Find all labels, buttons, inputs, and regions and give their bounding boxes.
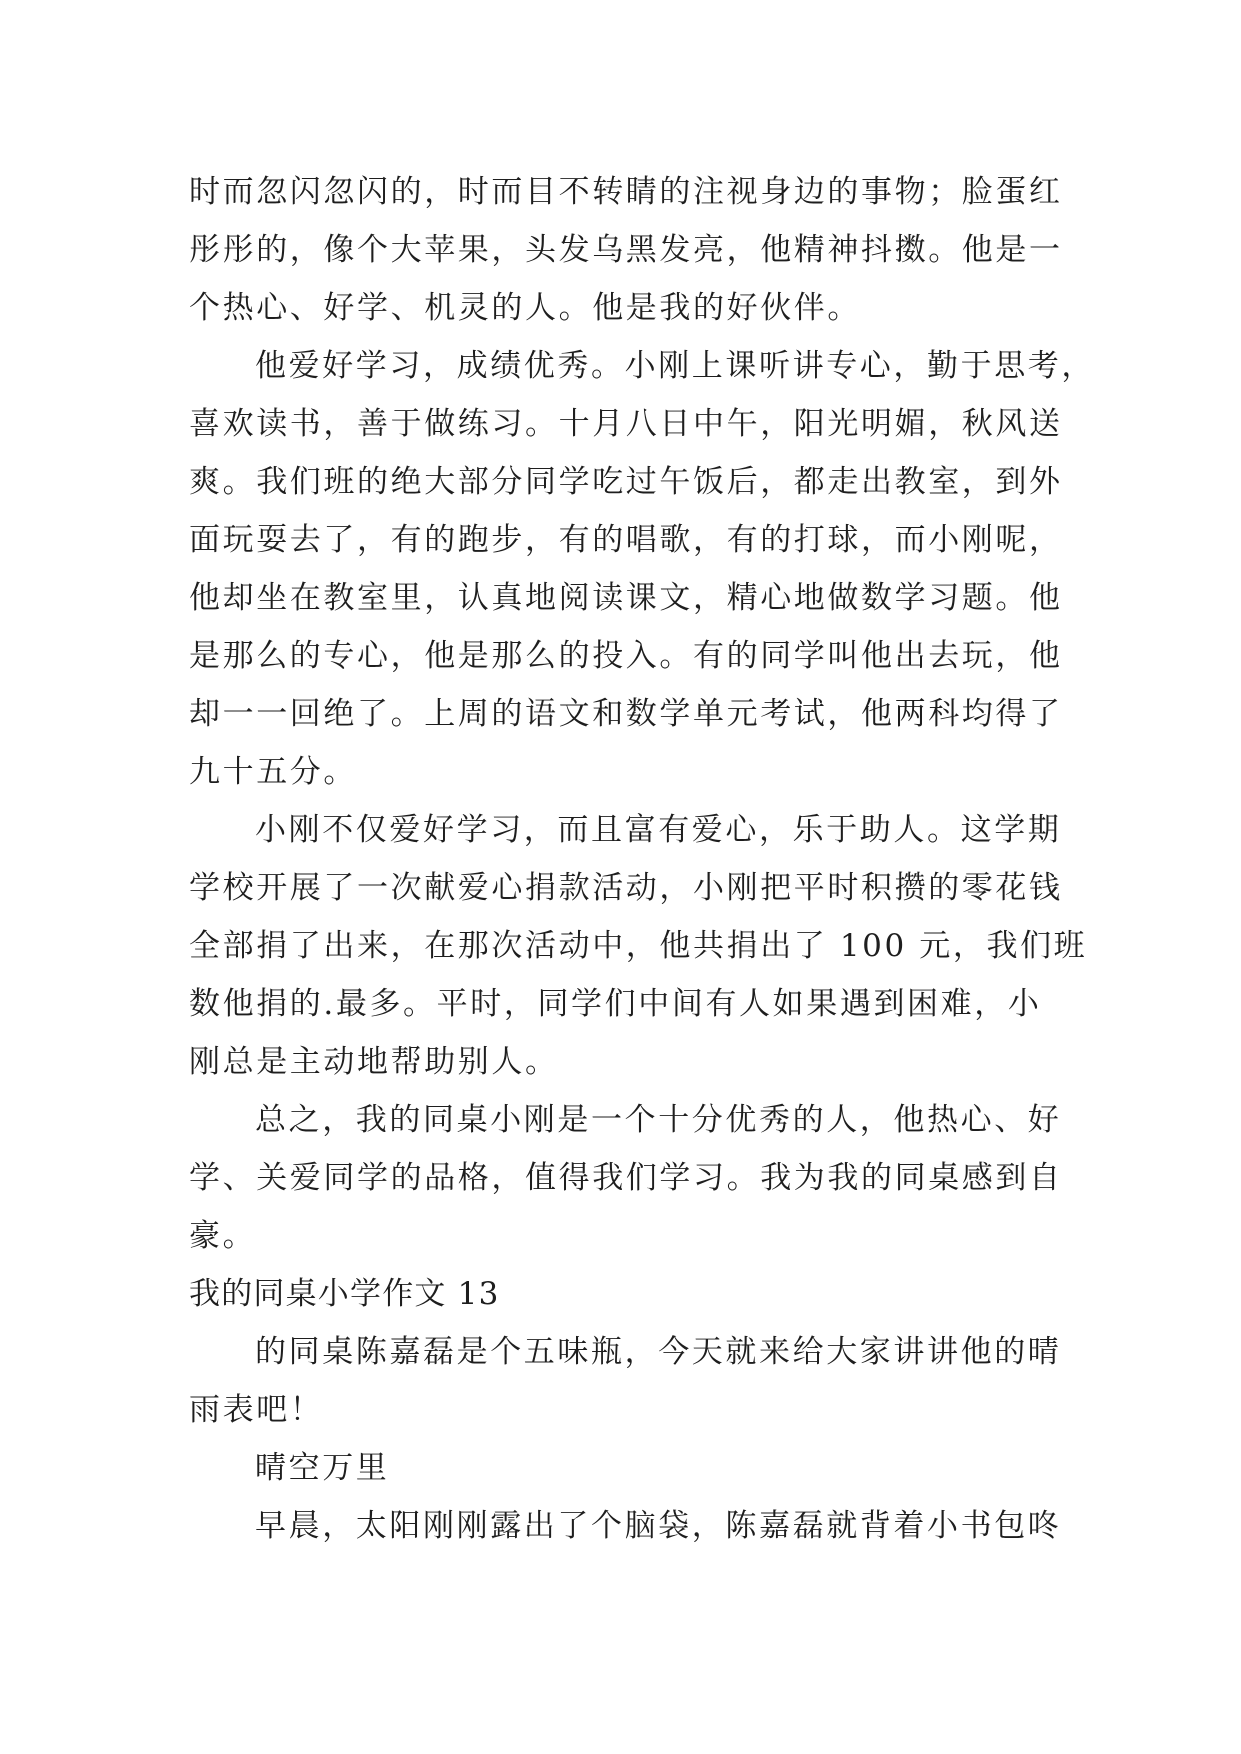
- text-line: 总之，我的同桌小刚是一个十分优秀的人，他热心、好: [255, 1102, 1062, 1138]
- section-heading: 我的同桌小学作文 13: [189, 1276, 500, 1312]
- text-line: 雨表吧！: [189, 1392, 324, 1428]
- text-line: 豪。: [189, 1218, 257, 1254]
- text-line: 他爱好学习，成绩优秀。小刚上课听讲专心，勤于思考，: [255, 348, 1095, 384]
- text-line: 是那么的专心，他是那么的投入。有的同学叫他出去玩，他: [189, 638, 1063, 674]
- text-line: 早晨，太阳刚刚露出了个脑袋，陈嘉磊就背着小书包咚: [255, 1508, 1062, 1544]
- text-line: 小刚不仅爱好学习，而且富有爱心，乐于助人。这学期: [255, 812, 1062, 848]
- text-line: 他却坐在教室里，认真地阅读课文，精心地做数学习题。他: [189, 580, 1063, 616]
- text-line: 喜欢读书，善于做练习。十月八日中午，阳光明媚，秋风送: [189, 406, 1063, 442]
- text-line: 却一一回绝了。上周的语文和数学单元考试，他两科均得了: [189, 696, 1063, 732]
- text-line: 数他捐的.最多。平时，同学们中间有人如果遇到困难，小: [189, 986, 1042, 1022]
- text-line: 个热心、好学、机灵的人。他是我的好伙伴。: [189, 290, 861, 326]
- text-line: 面玩耍去了，有的跑步，有的唱歌，有的打球，而小刚呢，: [189, 522, 1063, 558]
- document-body: [189, 163, 1095, 1555]
- text-line: 九十五分。: [189, 754, 357, 790]
- text-line: 刚总是主动地帮助别人。: [189, 1044, 559, 1080]
- text-line: 学校开展了一次献爱心捐款活动，小刚把平时积攒的零花钱: [189, 870, 1063, 906]
- text-line: 时而忽闪忽闪的，时而目不转睛的注视身边的事物；脸蛋红: [189, 174, 1063, 210]
- text-line: 爽。我们班的绝大部分同学吃过午饭后，都走出教室，到外: [189, 464, 1063, 500]
- text-line: 的同桌陈嘉磊是个五味瓶，今天就来给大家讲讲他的晴: [255, 1334, 1062, 1370]
- text-line: 彤彤的，像个大苹果，头发乌黑发亮，他精神抖擞。他是一: [189, 232, 1063, 268]
- text-line: 学、关爱同学的品格，值得我们学习。我为我的同桌感到自: [189, 1160, 1063, 1196]
- text-line: 晴空万里: [255, 1450, 390, 1486]
- text-line: 全部捐了出来，在那次活动中，他共捐出了 100 元，我们班: [189, 928, 1088, 964]
